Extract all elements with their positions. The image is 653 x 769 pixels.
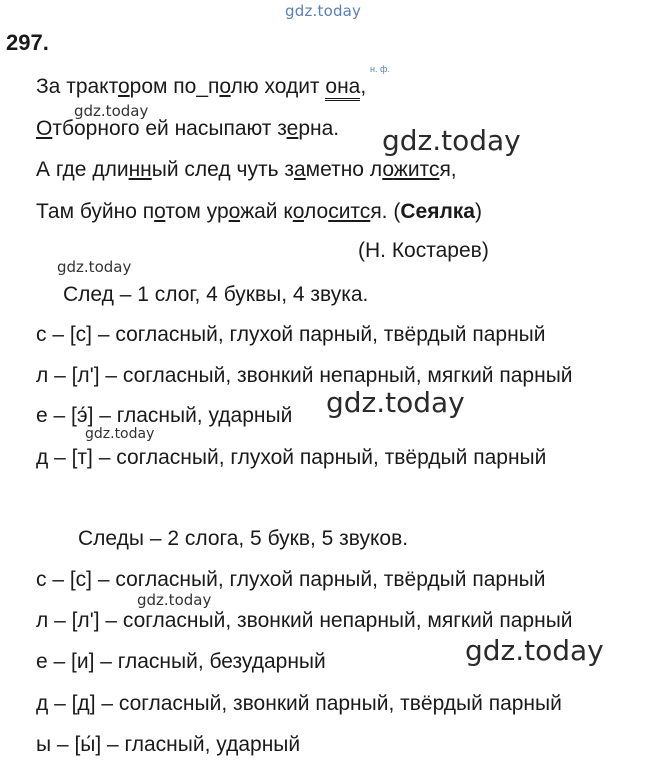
analysis-1-row: с – [с] – согласный, глухой парный, твёрдый парный: [36, 323, 546, 346]
poem-line-1: За трактором по_полю ходит она,: [36, 76, 366, 97]
analysis-2-row: е – [и] – гласный, безударный: [36, 650, 326, 673]
watermark-small: gdz.today: [74, 102, 149, 120]
analysis-1-heading: След – 1 слог, 4 буквы, 4 звука.: [63, 283, 369, 306]
annotation-initial-form: н. ф.: [370, 64, 390, 74]
watermark-top: gdz.today: [285, 2, 362, 20]
poem-author: (Н. Костарев): [358, 239, 489, 262]
watermark-large: gdz.today: [326, 386, 465, 419]
analysis-2-row: д – [д] – согласный, звонкий парный, твёрдый парный: [36, 692, 562, 715]
analysis-1-row: д – [т] – согласный, глухой парный, твёрдый парный: [36, 446, 547, 469]
analysis-2-row: с – [с] – согласный, глухой парный, твёрдый парный: [36, 568, 546, 591]
analysis-1-row: л – [л'] – согласный, звонкий непарный, мягкий парный: [36, 364, 573, 387]
watermark-large: gdz.today: [382, 124, 521, 157]
watermark-small: gdz.today: [57, 258, 132, 276]
poem-line-3: А где длинный след чуть заметно ложится,: [36, 158, 457, 181]
exercise-number: 297.: [6, 30, 49, 55]
watermark-large: gdz.today: [465, 634, 604, 667]
poem-line-2: Отборного ей насыпают зерна.: [36, 117, 340, 140]
watermark-small: gdz.today: [85, 426, 155, 442]
analysis-1-row: е – [э́] – гласный, ударный: [36, 404, 293, 427]
analysis-2-row: л – [л'] – согласный, звонкий непарный, мягкий парный: [36, 609, 573, 632]
analysis-2-row: ы – [ы́] – гласный, ударный: [36, 733, 301, 756]
poem-line-4: Там буйно потом урожай колосится. (Сеялка): [36, 200, 482, 223]
analysis-2-heading: Следы – 2 слога, 5 букв, 5 звуков.: [78, 527, 409, 550]
watermark-small: gdz.today: [137, 591, 212, 609]
